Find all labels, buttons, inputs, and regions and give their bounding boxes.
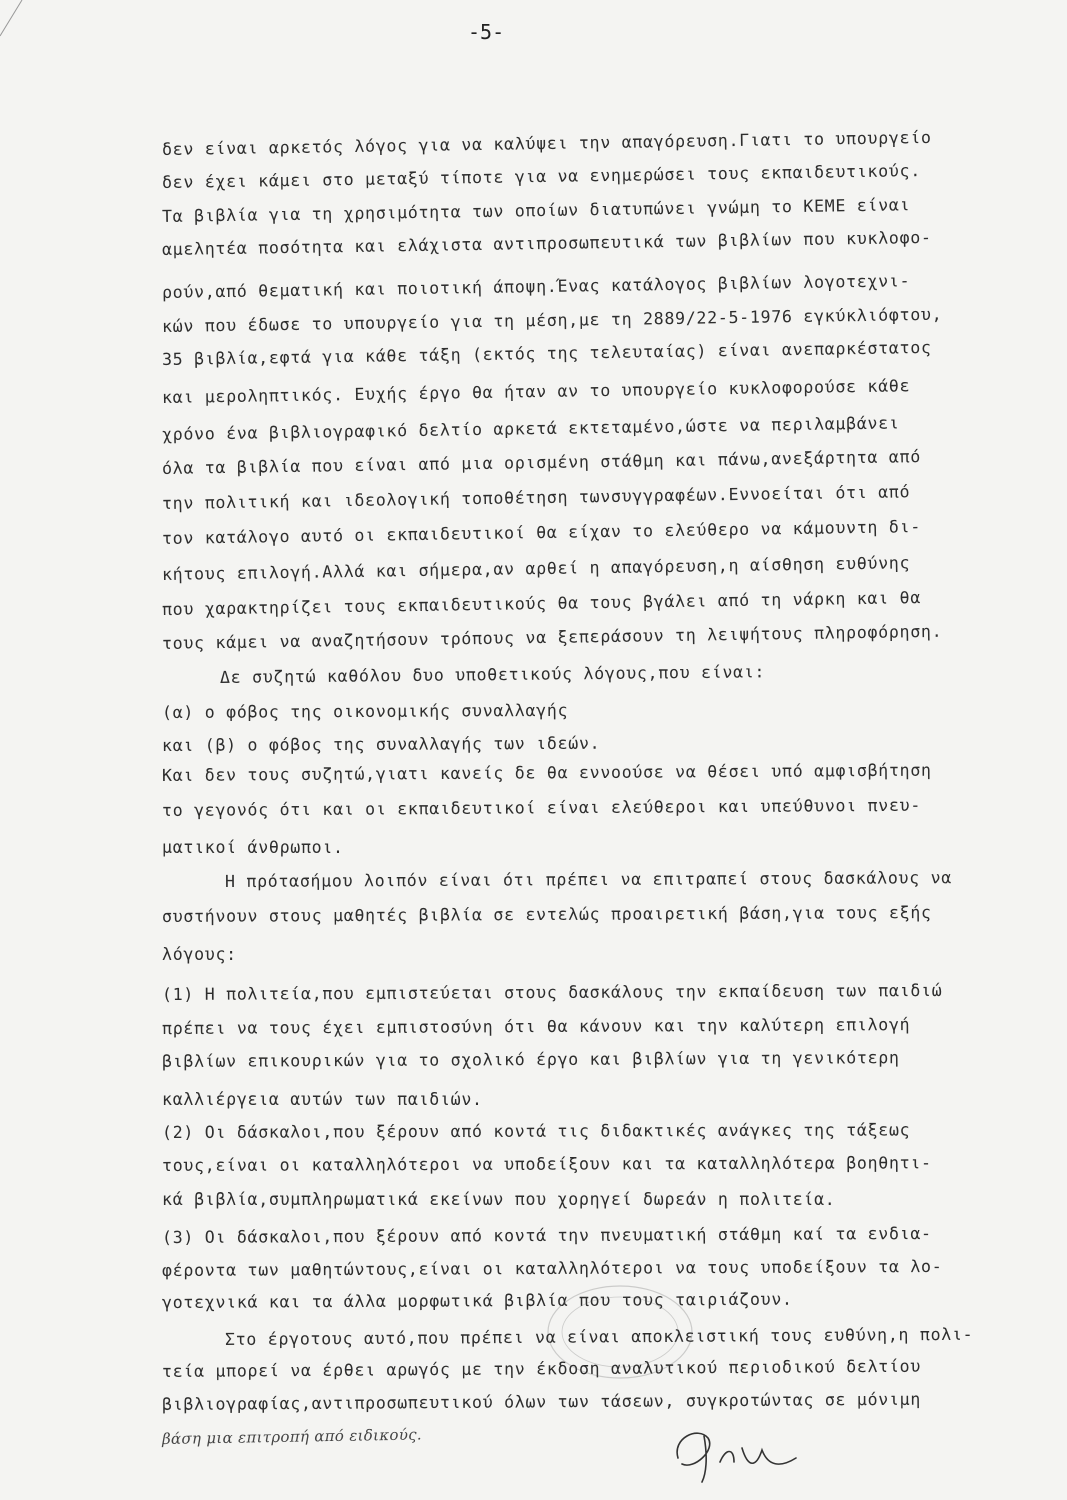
text-line: Η πρότασήμου λοιπόν είναι ότι πρέπει να επιτραπεί στους δασκάλους να — [224, 868, 952, 891]
text-line: δεν είναι αρκετός λόγος για να καλύψει την απαγόρευση.Γιατι το υπουργείο — [161, 127, 932, 159]
text-line: γοτεχνικά και τα άλλα μορφωτικά βιβλία που τους ταιριάζουν. — [161, 1289, 793, 1312]
page-number: -5- — [468, 20, 505, 44]
text-line: Και δεν τους συζητώ,γιατι κανείς δε θα εννοούσε να θέσει υπό αμφισβήτηση — [161, 760, 932, 785]
text-line: Στο έργοτους αυτό,που πρέπει να είναι αποκλειστική τους ευθύνη,η πολι- — [224, 1324, 974, 1349]
text-line: (α) ο φόβος της οικονομικής συναλλαγής — [161, 700, 569, 722]
text-line: συστήνουν στους μαθητές βιβλία σε εντελώς προαιρετική βάση,για τους εξής — [161, 902, 932, 926]
text-line: Δε συζητώ καθόλου δυο υποθετικούς λόγους,που είναι: — [219, 662, 766, 687]
text-line: και μεροληπτικός. Ευχής έργο θα ήταν αν το υπουργείο κυκλοφορούσε κάθε — [161, 376, 911, 407]
text-line: που χαρακτηρίζει τους εκπαιδευτικούς θα τους βγάλει από τη νάρκη και θα — [161, 588, 922, 619]
text-line: (3) Οι δάσκαλοι,που ξέρουν από κοντά την πνευματική στάθμη καί τα ενδια- — [161, 1223, 932, 1247]
text-line: τεία μπορεί να έρθει αρωγός με την έκδοση αναλυτικού περιοδικού δελτίου — [161, 1356, 922, 1381]
text-line: τους,είναι οι καταλληλότεροι να υποδείξουν και τα καταλληλότερα βοηθητι- — [161, 1153, 932, 1175]
text-line: φέροντα των μαθητώντους,είναι οι καταλληλότεροι να τους υποδείξουν τα λο- — [161, 1256, 943, 1280]
text-line: Τα βιβλία για τη χρησιμότητα των οποίων διατυπώνει γνώμη το ΚΕΜΕ είναι — [161, 195, 911, 226]
text-line: κά βιβλία,συμπληρωματικά εκείνων που χορηγεί δωρεάν η πολιτεία. — [162, 1190, 836, 1209]
text-line: αμελητέα ποσότητα και ελάχιστα αντιπροσωπευτικά των βιβλίων που κυκλοφο- — [161, 227, 932, 259]
text-line: όλα τα βιβλία που είναι από μια ορισμένη στάθμη και πάνω,ανεξάρτητα από — [161, 447, 922, 478]
text-line: το γεγονός ότι και οι εκπαιδευτικοί είναι ελεύθεροι και υπεύθυνοι πνευ- — [161, 795, 922, 820]
stamp-mark — [540, 1270, 700, 1380]
text-line: ματικοί άνθρωποι. — [162, 838, 344, 857]
text-line: 35 βιβλία,εφτά για κάθε τάξη (εκτός της τελευταίας) είναι ανεπαρκέστατος — [161, 337, 932, 369]
text-line: καλλιέργεια αυτών των παιδιών. — [162, 1090, 483, 1109]
text-line: πρέπει να τους έχει εμπιστοσύνη ότι θα κάνουν και την καλύτερη επιλογή — [161, 1015, 911, 1038]
text-line: ρούν,από θεματική και ποιοτική άποψη.Ένας κατάλογος βιβλίων λογοτεχνι- — [161, 271, 911, 302]
text-line: τον κατάλογο αυτό οι εκπαιδευτικοί θα είχαν το ελεύθερο να κάμουντη δι- — [161, 517, 922, 548]
text-line: (1) Η πολιτεία,που εμπιστεύεται στους δασκάλους την εκπαίδευση των παιδιώ — [161, 980, 943, 1004]
signature — [668, 1418, 818, 1488]
text-line: χρόνο ένα βιβλιογραφικό δελτίο αρκετά εκτεταμένο,ώστε να περιλαμβάνει — [161, 413, 900, 444]
text-line: κών που έδωσε το υπουργείο για τη μέση,με τη 2889/22-5-1976 εγκύκλιόφτου, — [161, 304, 943, 336]
text-line: δεν έχει κάμει στο μεταξύ τίποτε για να ενημερώσει τους εκπαιδευτικούς. — [161, 161, 922, 192]
text-line: βιβλιογραφίας,αντιπροσωπευτικού όλων των τάσεων, συγκροτώντας σε μόνιμη — [161, 1389, 922, 1414]
handwritten-line: βάση μια επιτροπή από ειδικούς. — [161, 1425, 423, 1448]
text-line: τους κάμει να αναζητήσουν τρόπους να ξεπεράσουν τη λειψήτους πληροφόρηση. — [161, 621, 943, 653]
text-line: την πολιτική και ιδεολογική τοποθέτηση τωνσυγγραφέων.Εννοείται ότι από — [161, 482, 911, 513]
text-line: κήτους επιλογή.Αλλά και σήμερα,αν αρθεί η απαγόρευση,η αίσθηση ευθύνης — [161, 553, 911, 584]
text-line: και (β) ο φόβος της συναλλαγής των ιδεών. — [161, 733, 601, 755]
text-line: (2) Οι δάσκαλοι,που ξέρουν από κοντά τις διδακτικές ανάγκες της τάξεως — [161, 1120, 911, 1142]
text-line: λόγους: — [162, 945, 237, 964]
text-line: βιβλίων επικουρικών για το σχολικό έργο και βιβλίων για τη γενικότερη — [161, 1048, 900, 1071]
